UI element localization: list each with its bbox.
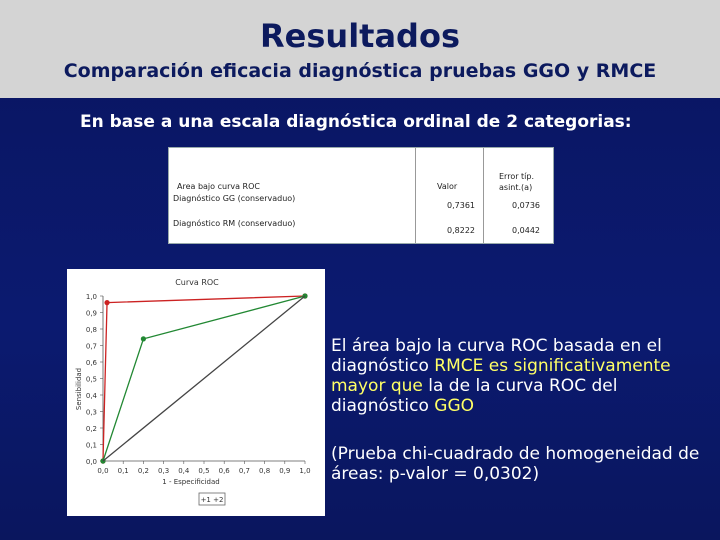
table-row-error: 0,0736 <box>512 201 540 210</box>
x-tick-label: 0,0 <box>97 467 109 475</box>
x-axis-label: 1 - Especificidad <box>162 478 220 486</box>
table-col-error-2: asint.(a) <box>499 183 533 192</box>
result-description <box>331 336 716 416</box>
y-tick-label: 0,4 <box>85 392 97 400</box>
x-tick-label: 0,8 <box>259 467 271 475</box>
x-tick-label: 0,7 <box>238 467 250 475</box>
x-tick-label: 0,2 <box>137 467 149 475</box>
y-tick-label: 0,1 <box>85 441 97 450</box>
roc-chart-panel <box>67 269 325 516</box>
slide-subtitle: Comparación eficacia diagnóstica pruebas GGO y RMCE <box>63 60 657 82</box>
description-highlight: RMCE es significativamente mayor que <box>331 356 671 396</box>
bullet-text: En base a una escala diagnóstica ordinal de 2 categorias: <box>80 112 632 132</box>
roc-chart <box>67 269 325 516</box>
chart-title: Curva ROC <box>175 278 219 287</box>
x-tick-label: 1,0 <box>299 467 311 475</box>
y-tick-label: 0,0 <box>85 458 97 466</box>
y-tick-label: 0,5 <box>85 375 97 384</box>
data-point <box>141 336 146 341</box>
table-col-value: Valor <box>437 182 458 191</box>
table-divider <box>483 148 484 243</box>
y-tick-label: 0,7 <box>85 342 97 351</box>
x-tick-label: 0,1 <box>117 467 129 475</box>
slide-title: Resultados <box>260 17 460 55</box>
table-header-label: Area bajo curva ROC <box>177 182 260 191</box>
table-divider <box>415 148 416 243</box>
x-tick-label: 0,4 <box>178 467 190 475</box>
y-axis-label: Sensibilidad <box>75 367 83 411</box>
description-text: El área bajo la curva ROC basada en el diagnóstico <box>331 336 662 376</box>
description-text: la de la curva ROC del diagnóstico <box>331 376 618 416</box>
x-tick-label: 0,5 <box>198 467 210 475</box>
legend-text: +1 +2 <box>200 496 224 504</box>
y-tick-label: 0,6 <box>85 359 97 367</box>
x-tick-label: 0,3 <box>158 467 170 475</box>
y-tick-label: 0,9 <box>85 309 97 318</box>
statistical-note: (Prueba chi-cuadrado de homogeneidad de áreas: p-valor = 0,0302) <box>331 444 700 484</box>
y-tick-label: 0,2 <box>85 425 97 433</box>
table-col-error: Error típ. <box>499 172 535 181</box>
table-row-error: 0,0442 <box>512 226 540 235</box>
description-highlight: GGO <box>434 396 475 416</box>
data-point <box>104 300 109 305</box>
y-tick-label: 0,8 <box>85 326 97 334</box>
series-line <box>103 296 305 461</box>
x-tick-label: 0,9 <box>279 467 291 475</box>
table-row-label: Diagnóstico GG (conservaduo) <box>173 194 296 203</box>
table-row-value: 0,7361 <box>447 201 475 210</box>
y-tick-label: 0,3 <box>85 408 97 417</box>
y-tick-label: 1,0 <box>85 293 97 301</box>
auc-table <box>168 147 554 244</box>
table-row-value: 0,8222 <box>447 226 475 235</box>
x-tick-label: 0,6 <box>218 467 230 475</box>
table-row-label: Diagnóstico RM (conservaduo) <box>173 219 296 228</box>
slide-header <box>0 0 720 98</box>
